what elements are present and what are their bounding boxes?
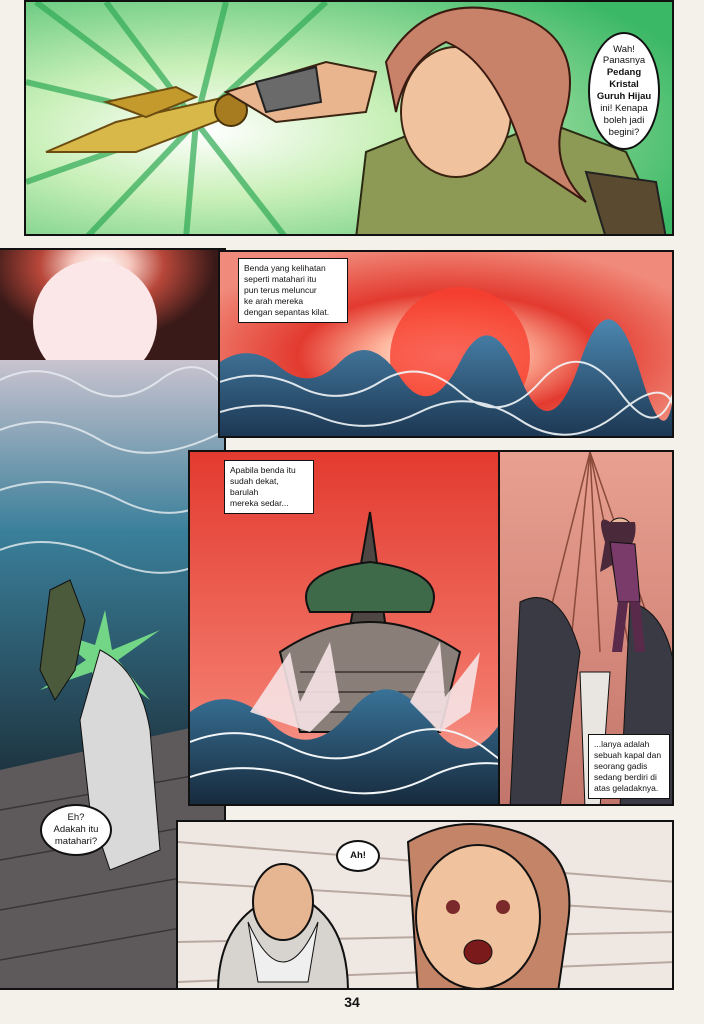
panel-sword [24, 0, 674, 236]
caption-ship-girl [588, 734, 670, 799]
caption-sun-approach [238, 258, 348, 323]
bubble-line: Adakah itu [53, 824, 99, 836]
caption-line: Benda yang kelihatan [244, 263, 326, 273]
bubble-line: Wah! [613, 43, 635, 55]
caption-line: ke arah mereka [244, 296, 304, 307]
panel-shocked-faces [176, 820, 674, 990]
bubble-line: matahari? [54, 835, 98, 847]
caption-line: atas geladaknya. [594, 783, 659, 794]
bubble-line: begini? [608, 126, 640, 138]
bubble-line: boleh jadi [603, 114, 645, 126]
panel-red-sun [218, 250, 674, 438]
hero-face [408, 824, 569, 990]
caption-line: pun terus meluncur [244, 285, 317, 296]
bubble-line: Panasnya [602, 55, 646, 67]
speech-bubble-ah [336, 840, 380, 872]
bubble-line-bold: Pedang [606, 67, 642, 79]
speech-bubble-eh [40, 804, 112, 856]
speech-bubble-hero [588, 32, 660, 150]
sword-illustration [26, 2, 674, 236]
caption-line: sudah dekat, barulah [230, 476, 279, 498]
shocked-faces-illustration [178, 822, 674, 990]
bubble-line: Ah! [350, 850, 366, 862]
caption-line: sebuah kapal dan [594, 750, 662, 761]
caption-realise [224, 460, 314, 514]
caption-line: sedang berdiri di [594, 772, 657, 783]
panel-girl [498, 450, 674, 806]
caption-line: seorang gadis [594, 761, 648, 772]
page-number: 34 [344, 994, 360, 1010]
caption-line: seperti matahari itu [244, 274, 317, 285]
bubble-line-bold: Kristal [609, 79, 639, 91]
bubble-line: ini! Kenapa [600, 102, 648, 114]
caption-line: ...lanya adalah [594, 739, 650, 749]
caption-line: mereka sedar... [230, 498, 289, 509]
bubble-line: Eh? [67, 812, 85, 824]
caption-line: dengan sepantas kilat. [244, 307, 330, 318]
caption-line: Apabila benda itu [230, 465, 296, 475]
bubble-line-bold: Guruh Hijau [596, 91, 652, 102]
